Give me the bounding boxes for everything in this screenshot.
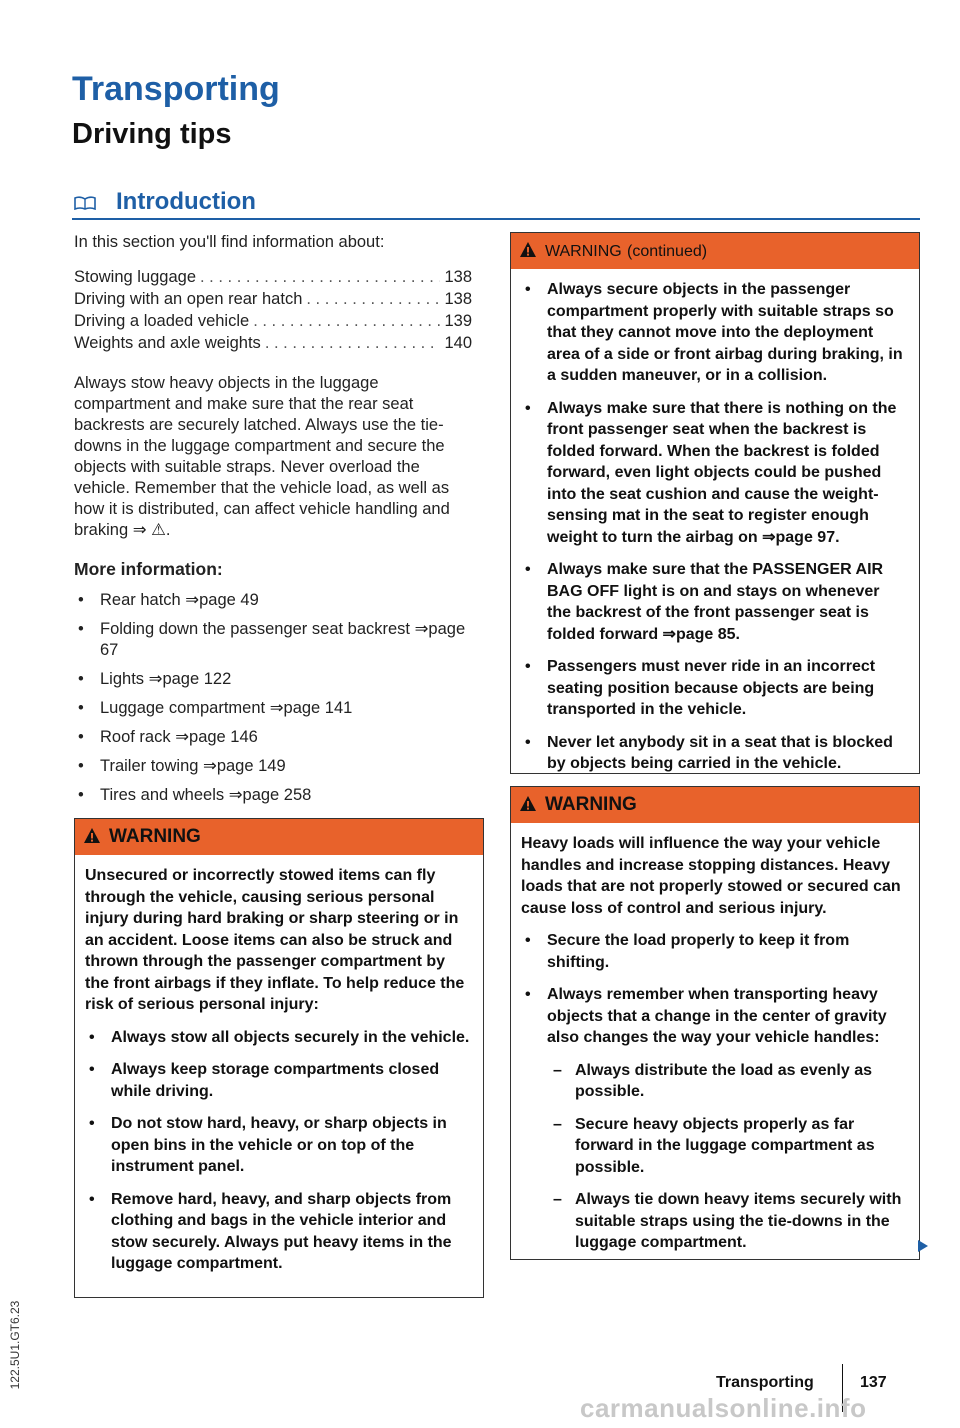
warning-subitem: – Secure heavy objects properly as far forward in the luggage compartment as possible. [547, 1114, 907, 1179]
warning-title: WARNING [109, 826, 201, 847]
warning-bullet: • Do not stow hard, heavy, or sharp objects in open bins in the vehicle or on top of the instrument panel. [85, 1113, 471, 1178]
warning-triangle-icon [83, 827, 101, 844]
warning-bullet: • Never let anybody sit in a seat that is blocked by objects being carried in the vehicle. [521, 732, 907, 775]
warning-bullet: • Always keep storage compartments closed while driving. [85, 1059, 471, 1102]
warning-text: Unsecured or incorrectly stowed items can fly through the vehicle, causing serious personal injury during hard braking or sharp steering or in an accident. Loose items can also be struck and thrown through the passenger compartment by the front airbags if they inflate. To help reduce the risk of serious personal injury: [85, 867, 465, 1013]
warning-subitem: – Always tie down heavy items securely with suitable straps using the tie-downs in the luggage compartment. [547, 1189, 907, 1254]
more-link-lights[interactable]: • Lights ⇒page 122 [74, 669, 472, 690]
continue-arrow-icon [918, 1240, 928, 1252]
section-title: Driving tips [72, 118, 232, 150]
warning-header [511, 233, 919, 269]
warning-bullet: • Passengers must never ride in an incorrect seating position because objects are being transported in the vehicle. [521, 656, 907, 721]
warning-bullet: • Always remember when transporting heavy objects that a change in the center of gravity also changes the way your vehicle handles: [521, 984, 907, 1049]
toc-row[interactable]: Driving with an open rear hatch . . . 138 [74, 289, 472, 311]
footer-chapter-title: Transporting [716, 1374, 814, 1391]
more-link-folding-backrest[interactable]: • Folding down the passenger seat backrest ⇒page 67 [74, 619, 472, 661]
chapter-title: Transporting [72, 70, 280, 108]
warning-box-heavy-loads [510, 786, 920, 1260]
warning-title: WARNING [545, 794, 637, 815]
side-code: 122.5U1.GT6.23 [8, 1300, 22, 1390]
warning-bullet: • Always stow all objects securely in the vehicle. [85, 1027, 471, 1049]
book-icon [74, 196, 96, 210]
warning-header [75, 819, 483, 855]
toc-row[interactable]: Weights and axle weights . . . 140 [74, 333, 472, 355]
more-information-heading: More information: [74, 559, 223, 579]
left-column [74, 232, 472, 814]
more-link-roof-rack[interactable]: • Roof rack ⇒page 146 [74, 727, 472, 748]
warning-text: Heavy loads will influence the way your vehicle handles and increase stopping distances. Heavy loads that are not properly stowed or secured can cause loss of control and serious injury. [521, 835, 901, 917]
more-link-luggage-compartment[interactable]: • Luggage compartment ⇒page 141 [74, 698, 472, 719]
warning-box-unsecured-items [74, 818, 484, 1298]
toc-row[interactable]: Driving a loaded vehicle . . . 139 [74, 311, 472, 333]
introduction-label: Introduction [116, 188, 256, 215]
page-number: 137 [860, 1374, 887, 1391]
warning-triangle-icon [519, 795, 537, 812]
warning-subitem: – Always distribute the load as evenly as possible. [547, 1060, 907, 1103]
introduction-heading [72, 188, 920, 220]
more-link-trailer-towing[interactable]: • Trailer towing ⇒page 149 [74, 756, 472, 777]
intro-lead: In this section you'll find information about: [74, 233, 385, 251]
intro-paragraph: Always stow heavy objects in the luggage compartment and make sure that the rear seat backrests are securely latched. Always use the tie-downs in the luggage compartment and secure the objects with suitable straps. Never overload the vehicle. Remember that the vehicle load, as well as how it is distributed, can affect vehicle handling and braking ⇒ ⚠. [74, 374, 450, 539]
warning-box-continued [510, 232, 920, 774]
toc-row[interactable]: Stowing luggage . . . 138 [74, 267, 472, 289]
warning-bullet: • Always secure objects in the passenger compartment properly with suitable straps so that they cannot move into the deployment area of a side or front airbag during braking, in a sudden maneuver, or in a collision. [521, 279, 907, 387]
warning-bullet: • Secure the load properly to keep it from shifting. [521, 930, 907, 973]
warning-triangle-icon [519, 241, 537, 258]
more-link-rear-hatch[interactable]: • Rear hatch ⇒page 49 [74, 590, 472, 611]
warning-bullet: • Remove hard, heavy, and sharp objects from clothing and bags in the vehicle interior and stow securely. Always put heavy items in the luggage compartment. [85, 1189, 471, 1275]
more-information-list [74, 590, 472, 806]
warning-bullet: • Always make sure that the PASSENGER AIR BAG OFF light is on and stays on whenever the backrest of the front passenger seat is folded forward ⇒page 85. [521, 559, 907, 645]
warning-subtitle: (continued) [627, 243, 708, 260]
toc-list [74, 267, 472, 355]
warning-title: WARNING (continued) [545, 243, 708, 260]
watermark: carmanualsonline.info [580, 1393, 867, 1423]
warning-bullet: • Always make sure that there is nothing on the front passenger seat when the backrest is folded forward. When the backrest is folded forward, even light objects could be pushed into the seat cushion and cause the weight-sensing mat in the seat to register enough weight to turn the airbag on ⇒page 97. [521, 398, 907, 549]
warning-header [511, 787, 919, 823]
more-link-tires-wheels[interactable]: • Tires and wheels ⇒page 258 [74, 785, 472, 806]
